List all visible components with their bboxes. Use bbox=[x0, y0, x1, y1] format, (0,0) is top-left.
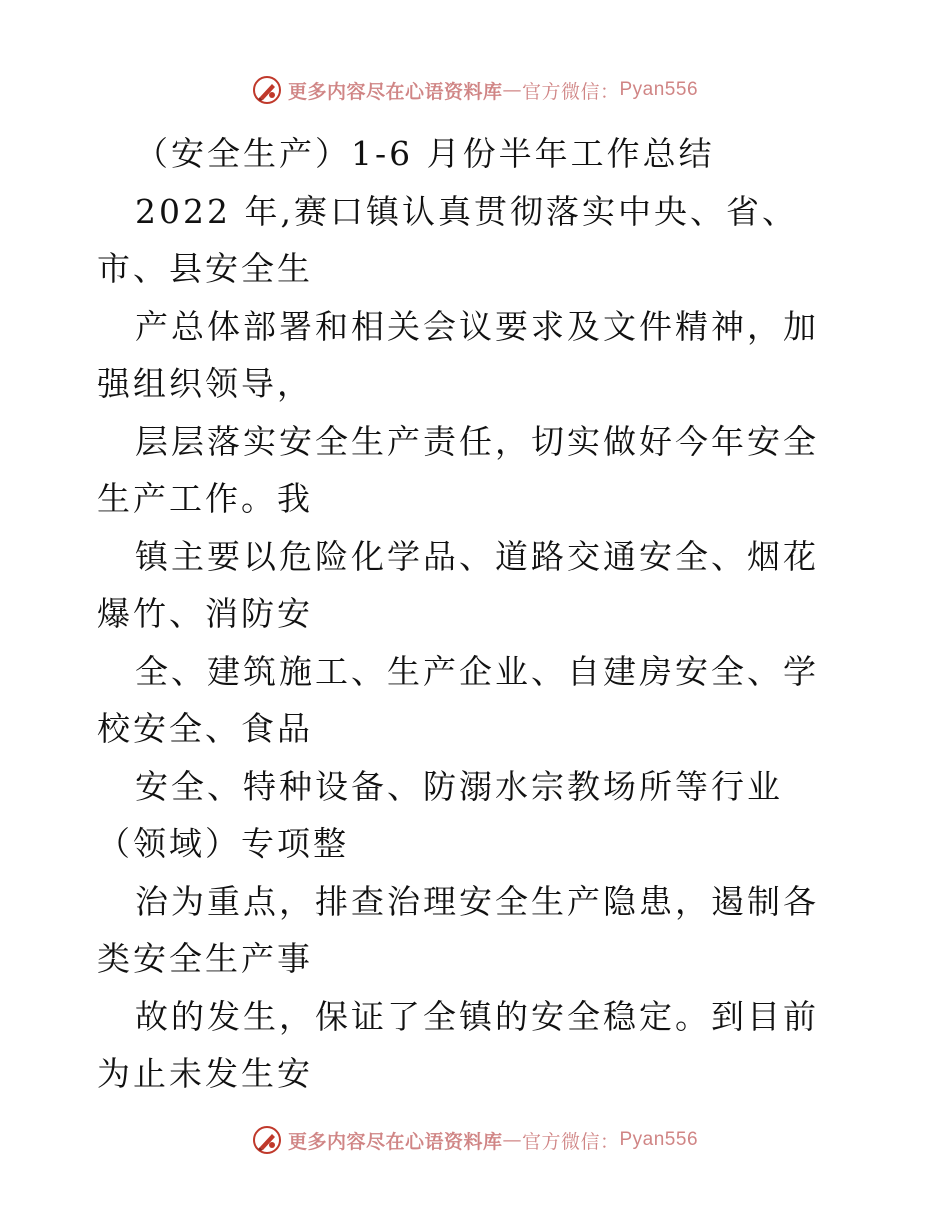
watermark-header bbox=[0, 70, 950, 110]
watermark-wechat-label: 官方微信： bbox=[521, 1130, 620, 1153]
document-title: （安全生产）1-6 月份半年工作总结 bbox=[135, 134, 715, 173]
pen-logo-icon bbox=[252, 75, 282, 105]
watermark-dash: — bbox=[502, 79, 522, 101]
paragraph-2: 产总体部署和相关会议要求及文件精神，加强组织领导， bbox=[97, 306, 819, 403]
paragraph-5: 全、建筑施工、生产企业、自建房安全、学校安全、食品 bbox=[97, 651, 819, 748]
pen-logo-icon bbox=[252, 1125, 282, 1155]
paragraph-8: 故的发生，保证了全镇的安全稳定。到目前为止未发生安 bbox=[97, 996, 819, 1093]
paragraph-7: 治为重点，排查治理安全生产隐患，遏制各类安全生产事 bbox=[97, 881, 819, 978]
paragraph-6: 安全、特种设备、防溺水宗教场所等行业（领域）专项整 bbox=[97, 766, 783, 863]
watermark-dash: — bbox=[502, 1129, 522, 1151]
document-body bbox=[97, 125, 853, 1103]
watermark-main-text: 更多内容尽在心语资料库 bbox=[287, 1130, 503, 1153]
paragraph-4: 镇主要以危险化学品、道路交通安全、烟花爆竹、消防安 bbox=[97, 536, 819, 633]
watermark-footer bbox=[0, 1120, 950, 1160]
paragraph-1: 2022 年,赛口镇认真贯彻落实中央、省、市、县安全生 bbox=[97, 191, 798, 288]
paragraph-3: 层层落实安全生产责任，切实做好今年安全生产工作。我 bbox=[97, 421, 819, 518]
watermark-wechat-id: Pyan556 bbox=[619, 1129, 699, 1150]
watermark-main-text: 更多内容尽在心语资料库 bbox=[287, 80, 503, 103]
watermark-wechat-label: 官方微信： bbox=[521, 80, 620, 103]
watermark-wechat-id: Pyan556 bbox=[619, 79, 699, 100]
